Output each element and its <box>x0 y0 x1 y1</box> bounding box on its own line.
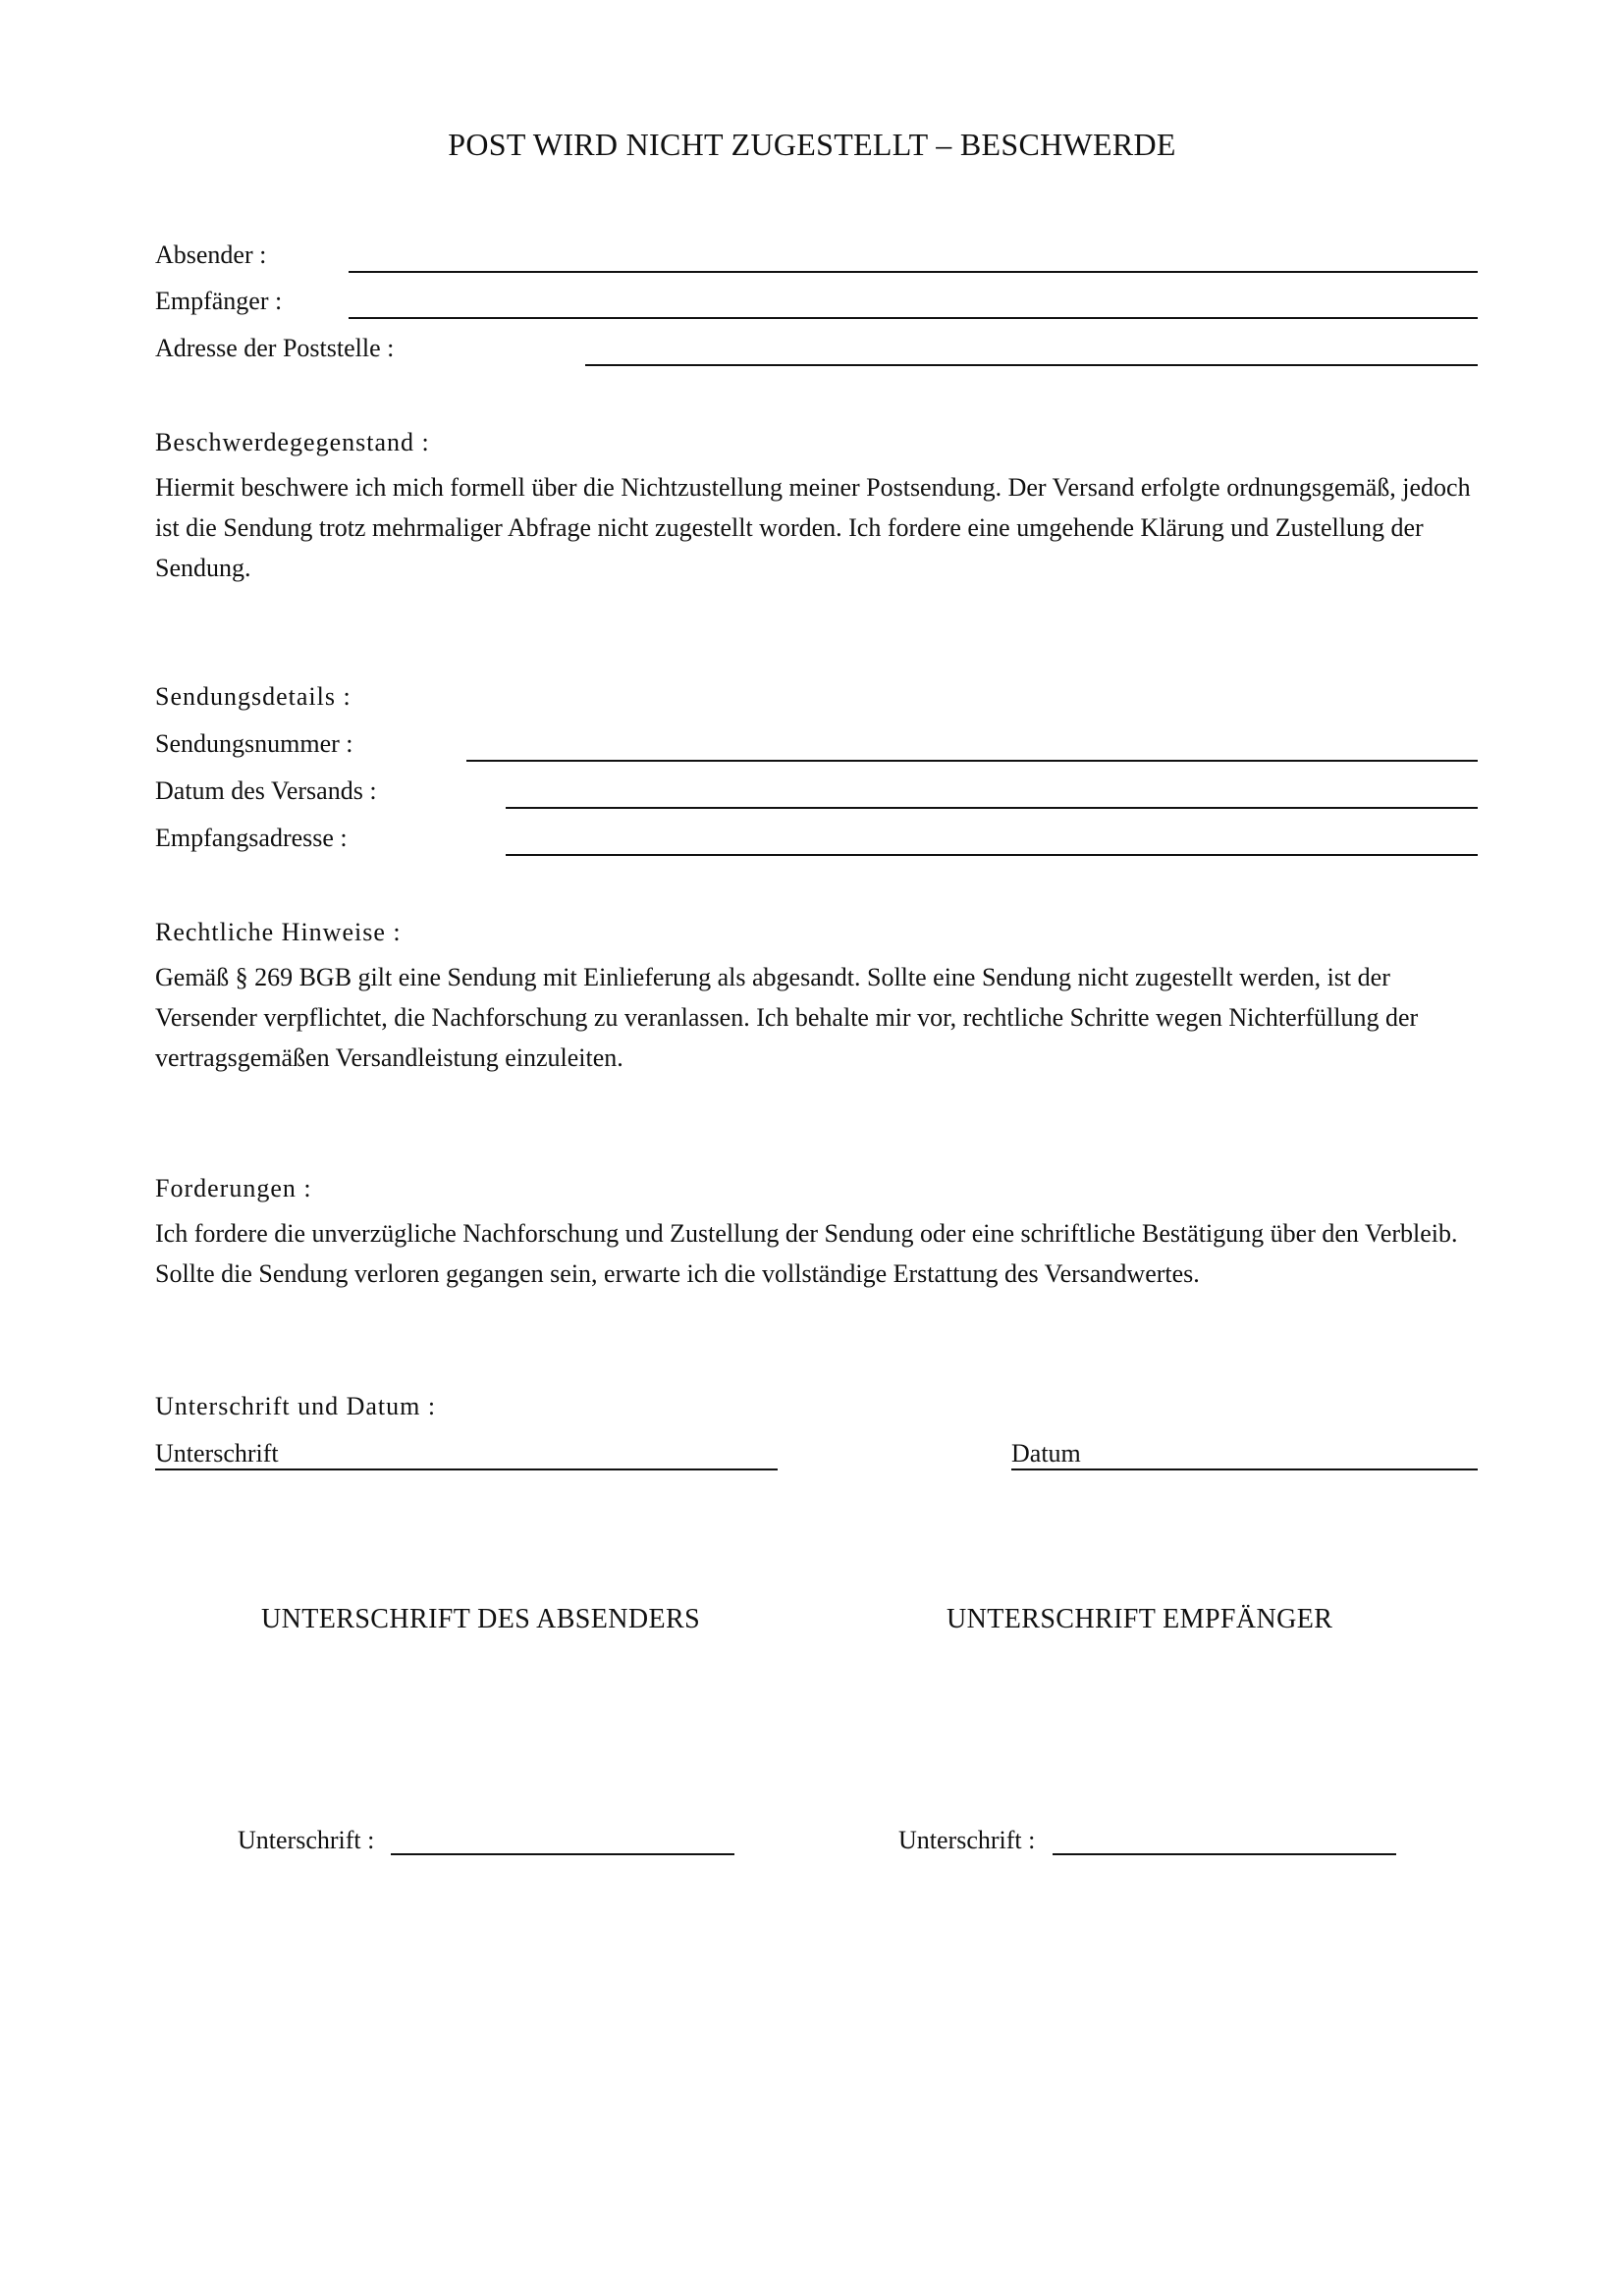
date-label: Datum <box>1011 1439 1081 1468</box>
subject-text: Hiermit beschwere ich mich formell über die Nichtzustellung meiner Postsendung. Der Versand erfolgte ordnungsgemäß, jedoch ist die Sendung trotz mehrmaliger Abfrage nicht zugestellt worden. Ich fordere eine umgehende Klärung und Zustellung der Sendung. <box>155 473 1471 582</box>
sender-signature-heading: UNTERSCHRIFT DES ABSENDERS <box>261 1604 701 1634</box>
post-office-address-label: Adresse der Poststelle : <box>155 334 395 362</box>
tracking-number-field-line[interactable] <box>466 760 1478 762</box>
recipient-signature-line[interactable] <box>1053 1853 1396 1855</box>
demands-heading: Forderungen : <box>155 1174 312 1202</box>
delivery-address-field-line[interactable] <box>506 854 1478 856</box>
sender-signature-line[interactable] <box>391 1853 734 1855</box>
demands-text: Ich fordere die unverzügliche Nachforschung und Zustellung der Sendung oder eine schriftliche Bestätigung über den Verbleib. Sollte die Sendung verloren gegangen sein, erwarte ich die vollständige Erstattung des Versandwertes. <box>155 1219 1458 1288</box>
recipient-field-line[interactable] <box>349 317 1478 319</box>
signature-label: Unterschrift <box>155 1439 279 1468</box>
sender-field-line[interactable] <box>349 271 1478 273</box>
date-field-line[interactable] <box>1011 1468 1478 1470</box>
recipient-signature-heading: UNTERSCHRIFT EMPFÄNGER <box>947 1604 1333 1634</box>
recipient-label: Empfänger : <box>155 287 283 315</box>
page-title: POST WIRD NICHT ZUGESTELLT – BESCHWERDE <box>448 127 1176 162</box>
legal-heading: Rechtliche Hinweise : <box>155 918 402 946</box>
recipient-signature-label: Unterschrift : <box>898 1826 1036 1854</box>
post-office-address-field-line[interactable] <box>585 364 1478 366</box>
tracking-number-label: Sendungsnummer : <box>155 729 353 758</box>
sender-signature-label: Unterschrift : <box>238 1826 375 1854</box>
delivery-address-label: Empfangsadresse : <box>155 824 348 852</box>
legal-text: Gemäß § 269 BGB gilt eine Sendung mit Einlieferung als abgesandt. Sollte eine Sendung nicht zugestellt werden, ist der Versender verpflichtet, die Nachforschung zu veranlassen. Ich behalte mir vor, rechtliche Schritte wegen Nichterfüllung der vertragsgemäßen Versandleistung einzuleiten. <box>155 963 1419 1072</box>
shipment-details-heading: Sendungsdetails : <box>155 682 352 711</box>
signature-field-line[interactable] <box>155 1468 778 1470</box>
subject-heading: Beschwerdegegenstand : <box>155 428 430 456</box>
sender-label: Absender : <box>155 240 267 269</box>
ship-date-label: Datum des Versands : <box>155 776 377 805</box>
signature-date-heading: Unterschrift und Datum : <box>155 1392 437 1420</box>
ship-date-field-line[interactable] <box>506 807 1478 809</box>
